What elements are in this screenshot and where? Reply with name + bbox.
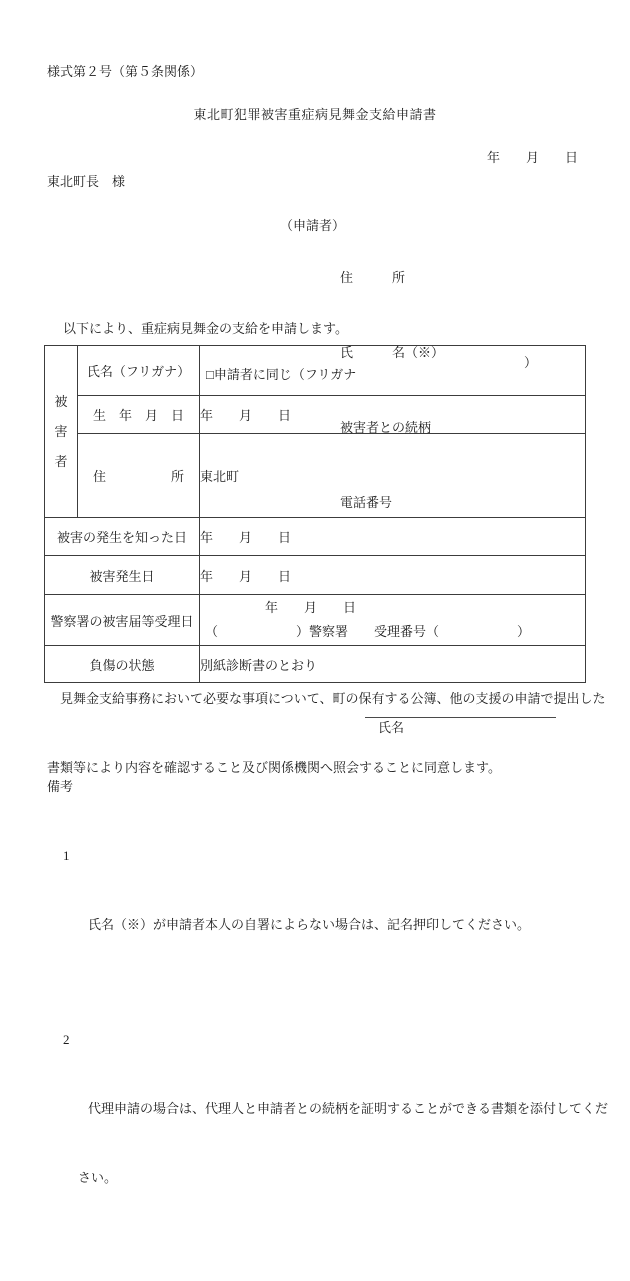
applicant-section-label: （申請者）	[280, 218, 346, 233]
injury-state-value: 別紙診断書のとおり	[200, 646, 586, 683]
victim-birthdate-field: 年 月 日	[200, 396, 586, 434]
addressee: 東北町長 様	[47, 174, 126, 189]
furigana-close-paren: ）	[524, 355, 538, 370]
applicant-phone-label: 電話番号	[340, 495, 393, 510]
remarks-section	[47, 729, 609, 1281]
application-date-field: 年 月 日	[486, 150, 578, 165]
applicant-address-label: 住 所	[340, 270, 406, 285]
known-date-label: 被害の発生を知った日	[45, 518, 200, 556]
police-station-and-number: （ ）警察署 受理番号（ ）	[205, 624, 531, 639]
form-number: 様式第２号（第５条関係）	[47, 64, 204, 79]
signature-name-label: 氏名	[378, 720, 405, 735]
injury-state-label: 負傷の状態	[45, 646, 200, 683]
same-as-applicant-checkbox[interactable]: □	[206, 367, 214, 382]
victim-group-label: 被 害 者	[45, 346, 78, 518]
table-row	[45, 518, 586, 556]
application-table	[44, 345, 586, 683]
table-row	[45, 346, 586, 396]
remark-number: 1	[63, 848, 70, 863]
table-row	[45, 595, 586, 646]
consent-paragraph: 見舞金支給事務において必要な事項について、町の保有する公簿、他の支援の申請で提出した 書類等により内容を確認すること及び関係機関へ照会することに同意します。	[47, 691, 606, 775]
remark-number: 2	[63, 1032, 70, 1047]
victim-address-field: 東北町	[200, 434, 586, 518]
victim-name-field	[200, 346, 586, 396]
police-receipt-date: 年 月 日	[265, 600, 357, 615]
occurrence-date-label: 被害発生日	[45, 556, 200, 595]
applicant-relation-label: 被害者との続柄	[340, 420, 432, 435]
known-date-field: 年 月 日	[200, 518, 586, 556]
remark-item-1: 1 氏名（※）が申請者本人の自署によらない場合は、記名押印してください。	[47, 844, 587, 982]
table-row	[45, 396, 586, 434]
intro-sentence: 以下により、重症病見舞金の支給を申請します。	[63, 321, 348, 336]
victim-name-label: 氏名（フリガナ）	[78, 346, 200, 396]
document-title: 東北町犯罪被害重症病見舞金支給申請書	[193, 107, 437, 122]
table-row	[45, 434, 586, 518]
applicant-name-label: 氏 名（※）	[340, 345, 445, 360]
police-receipt-label: 警察署の被害届等受理日	[45, 595, 200, 646]
table-row	[45, 556, 586, 595]
victim-birthdate-label: 生 年 月 日	[78, 396, 200, 434]
same-as-applicant-label: 申請者に同じ（フリガナ	[213, 367, 357, 382]
victim-address-label: 住 所	[78, 434, 200, 518]
signature-line	[365, 701, 556, 735]
remark-item-2: 2 代理申請の場合は、代理人と申請者との続柄を証明することができる書類を添付してくだ さい。	[47, 1028, 587, 1235]
police-receipt-field	[200, 595, 586, 646]
remarks-title: 備考	[47, 779, 74, 794]
occurrence-date-field: 年 月 日	[200, 556, 586, 595]
